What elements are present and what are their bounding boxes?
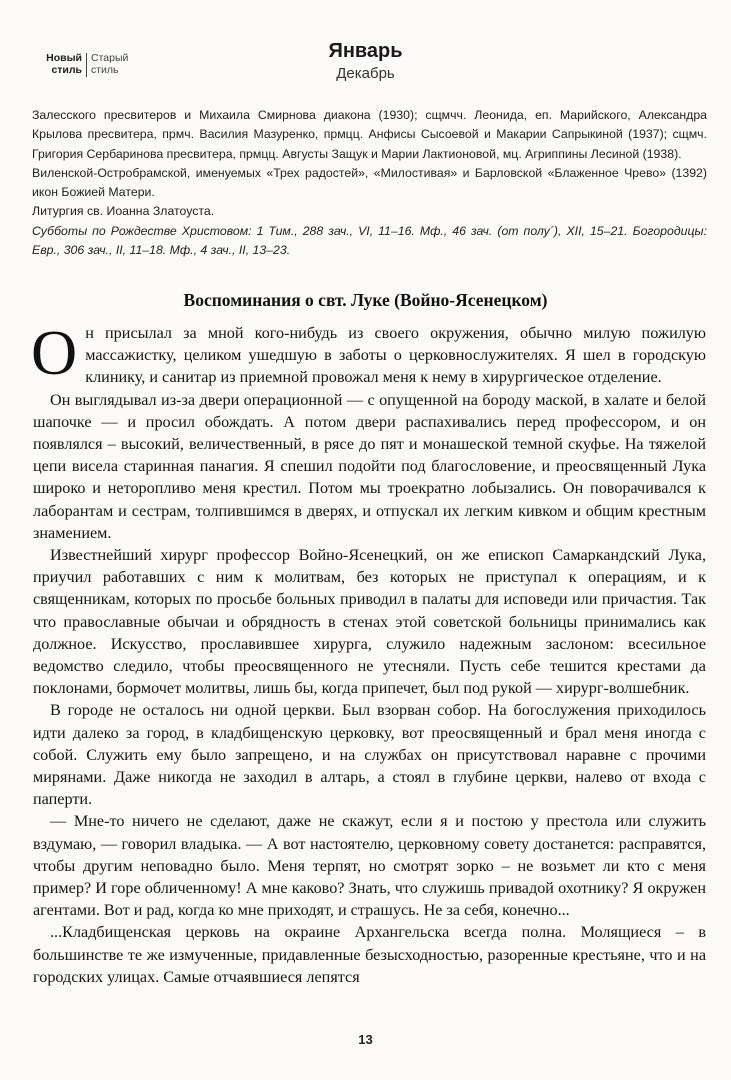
old-style-word-2: стиль — [91, 64, 119, 76]
article-body — [31, 317, 706, 988]
article-paragraph: В городе не осталось ни одной церкви. Был взорван собор. На богослужения приходилось идти далеко за город, в кладбищенскую церковку, вот преосвященный и брал меня иногда с собой. Служить ему было запрещено, и на службах он присутствовал наравне с прочими мирянами. Даже никогда не заходил в алтарь, а стоял в глубине церкви, налево от входа с паперти. — [33, 701, 706, 809]
month-old-style: Декабрь — [336, 65, 395, 82]
calendar-info — [32, 106, 707, 260]
new-style-word-2: стиль — [51, 64, 82, 76]
article-paragraph: Он выглядывал из-за двери операционной — с опущенной на бороду маской, в халате и белой шапочке — и просил обождать. А потом двери распахивались перед профессором, и он появлялся – высокий, величественный, в рясе до пят и монашеской темной скуфье. На тяжелой цепи висела старинная панагия. Я спешил подойти под благословение, и преосвященный Лука широко и неторопливо меня крестил. Потом мы троекратно лобызались. Он поворачивался к лаборантам и сестрам, толпившимся в дверях, и отпускал их легким кивком и общим крестным знамением. — [33, 390, 706, 542]
article-paragraph: — Мне-то ничего не сделают, даже не скажут, если я и постою у престола или служить вздумаю, — говорил владыка. — А вот настоятелю, церковному совету достанется: расправятся, чтобы другим неповадно было. Меня терпят, но смотрят зорко – не возьмет ли кто с меня пример? И горе обличенному! А мне каково? Знать, что служишь привадой охотнику? Я окружен агентами. Вот и рад, когда ко мне приходят, и страшусь. Не за себя, конечно... — [33, 812, 706, 920]
paragraph-text: н присылал за мной кого-нибудь из своего окружения, обычно милую пожилую массажистку, целиком ушедшую в заботы о церковнослужителях. Я шел в городскую клинику, и санитар из приемной провожал меня к нему в хирургическое отделение. — [85, 324, 706, 387]
new-style-word-1: Новый — [46, 52, 82, 64]
month-new-style: Январь — [328, 40, 403, 62]
liturgy-note: Литургия св. Иоанна Златоуста. — [32, 204, 215, 219]
article-paragraph: ...Кладбищенская церковь на окраине Архангельска всегда полна. Молящиеся – в большинстве те же измученные, придавленные безысходностью, разоренные крестьяне, что и на городских улицах. Самые отчаявшиеся лепятся — [33, 923, 706, 986]
article-paragraph — [31, 317, 706, 389]
scripture-readings: Субботы по Рождестве Христовом: 1 Тим., 288 зач., VI, 11–16. Мф., 46 зач. (от полу´), XII, 15–21. Богородицы: Евр., 306 зач., II, 11–18. Мф., 4 зач., II, 13–23. — [32, 223, 707, 258]
saints-commemoration: Залесского пресвитеров и Михаила Смирнова диакона (1930); сщмчч. Леонида, еп. Марийского, Александра Крылова пресвитера, прмч. Василия Мазуренко, прмцц. Анфисы Сысоевой и Макарии Сапрыкиной (1937); сщмч. Григория Сербаринова пресвитера, прмцц. Августы Защук и Марии Лактионовой, мц. Агриппины Лесиной (1938). — [32, 108, 707, 161]
page-number: 13 — [358, 1032, 373, 1047]
article-title: Воспоминания о свт. Луке (Войно-Ясенецком) — [183, 290, 548, 310]
article-paragraph: Известнейший хирург профессор Войно-Ясенецкий, он же епископ Самаркандский Лука, приучил работавших с ним к молитвам, без которых не приступал к операциям, и к священникам, которых по просьбе больных приводил в палаты для исповеди или причастия. Так что православные обычаи и обрядность в стенах этой советской больницы принимались как должное. Искусство, прославившее хирурга, служило надежным заслоном: всесильное ведомство следило, чтобы преосвященного не утесняли. Пусть себе тешится крестами да поклонами, бормочет молитвы, лишь бы, когда припечет, был под рукой — хирург-волшебник. — [33, 546, 706, 698]
page-header — [0, 38, 731, 88]
old-style-word-1: Старый — [91, 52, 129, 64]
icons-commemoration: Виленской-Остробрамской, именуемых «Трех радостей», «Милостивая» и Барловской «Блаженное Чрево» (1392) икон Божией Матери. — [32, 165, 707, 200]
drop-cap: О — [31, 317, 78, 388]
